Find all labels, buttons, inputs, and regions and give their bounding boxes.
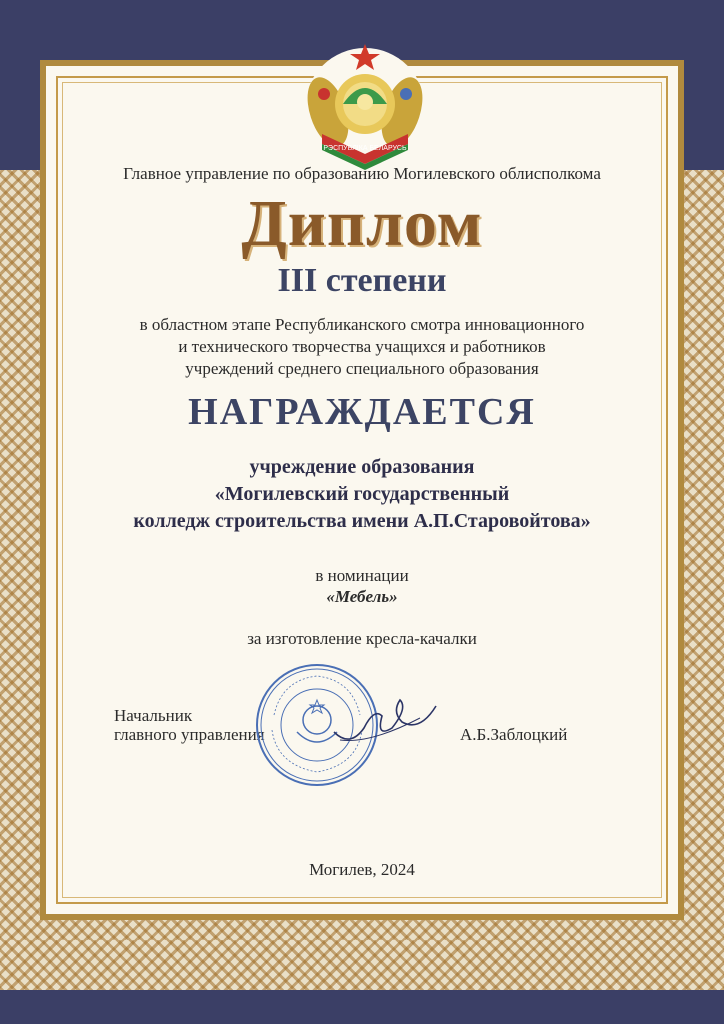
ornament-band-bottom (0, 940, 724, 990)
awarded-heading: НАГРАЖДАЕТСЯ (188, 391, 536, 433)
signatory-title-line: Начальник (114, 706, 193, 725)
signatory-title-line: главного управления (114, 725, 265, 744)
nomination-label: в номинации (315, 566, 409, 585)
organization-name: Главное управление по образованию Могилевского облисполкома (123, 164, 601, 183)
emblem-ribbon-text: РЭСПУБЛІКА БЕЛАРУСЬ (323, 145, 407, 152)
competition-description (0, 314, 724, 380)
signature-icon (330, 688, 440, 750)
state-emblem-icon (298, 42, 432, 170)
nomination-name: «Мебель» (326, 587, 398, 606)
diploma-degree: III степени (277, 262, 447, 299)
diploma-title: Диплом (241, 187, 483, 260)
recipient-line: колледж строительства имени А.П.Старовойтова» (133, 510, 591, 532)
signatory-name: А.Б.Заблоцкий (460, 725, 568, 744)
description-line: учреждений среднего специального образования (185, 359, 539, 378)
place-date: Могилев, 2024 (309, 860, 415, 879)
signatory-title (114, 706, 265, 744)
description-line: и технического творчества учащихся и работников (178, 337, 546, 356)
recipient-line: «Могилевский государственный (214, 483, 510, 505)
description-line: в областном этапе Республиканского смотра инновационного (139, 315, 585, 334)
award-reason: за изготовление кресла-качалки (247, 629, 477, 648)
recipient (0, 454, 724, 535)
recipient-line: учреждение образования (249, 456, 475, 478)
